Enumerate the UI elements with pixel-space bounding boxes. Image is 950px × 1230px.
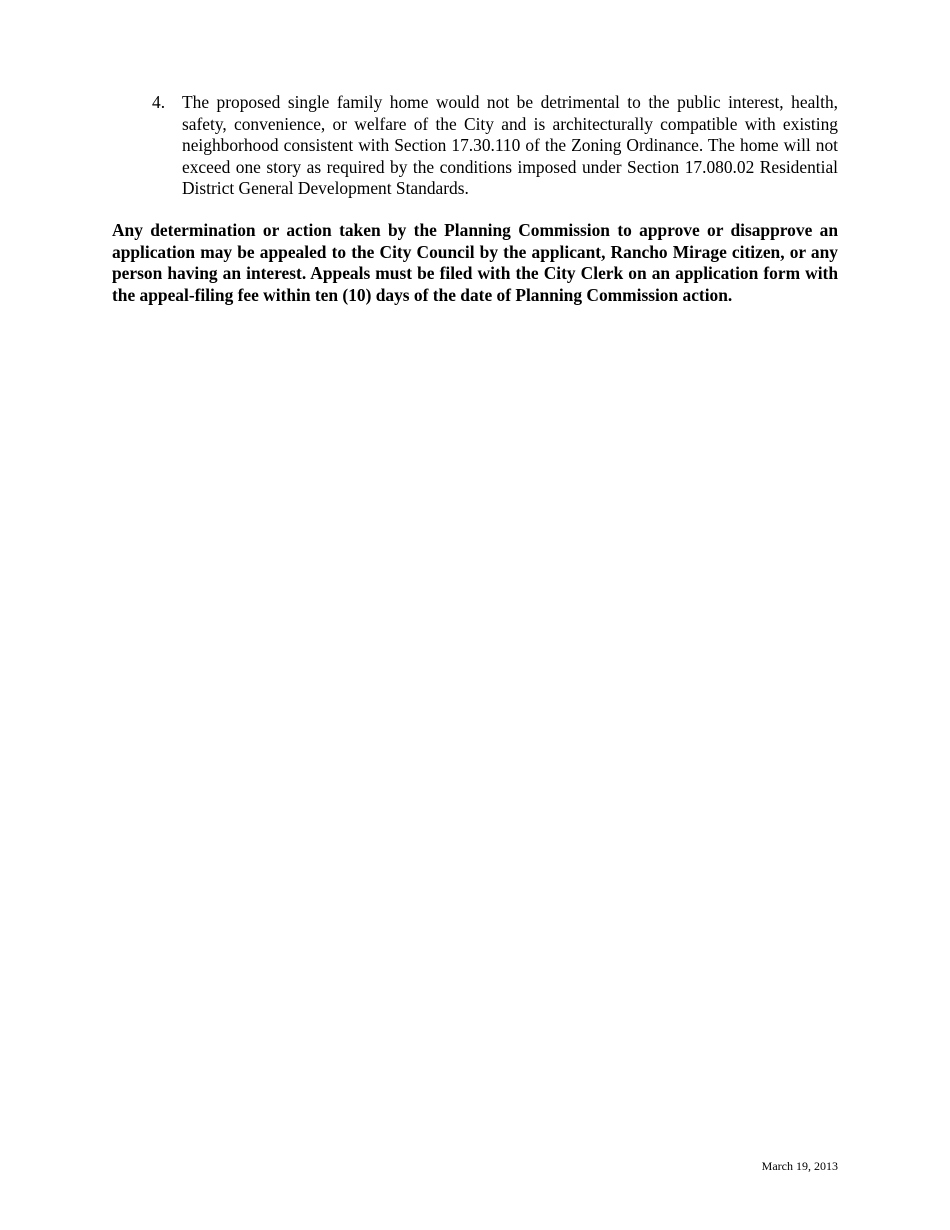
item-number: 4. [152,92,166,112]
item-text: The proposed single family home would not be detrimental to the public interest, health, safety, convenience, or welfare of the City and is architecturally compatible with existing neighborhood consistent with Section 17.30.110 of the Zoning Ordinance. The home will not exceed one story as required by the conditions imposed under Section 17.080.02 Residential District General Development Standards. [182,92,838,198]
footer-date: March 19, 2013 [761,1159,838,1173]
appeal-notice: Any determination or action taken by the Planning Commission to approve or disapprove an application may be appealed to the City Council by the applicant, Rancho Mirage citizen, or any person having an interest. Appeals must be filed with the City Clerk on an application form with the appeal-filing fee within ten (10) days of the date of Planning Commission action. [112,220,838,305]
finding-item-4 [152,92,838,200]
